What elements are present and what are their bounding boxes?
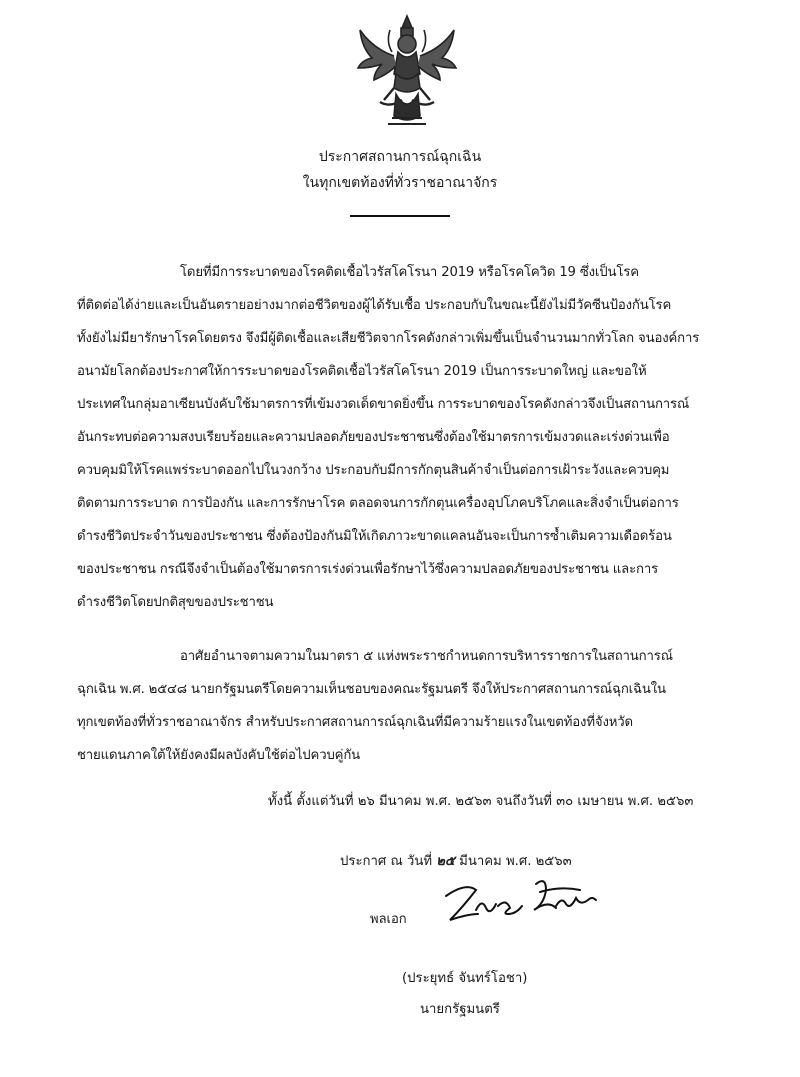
paragraph1-line: ควบคุมมิให้โรคแพร่ระบาดออกไปในวงกว้าง ประกอบกับมีการกักตุนสินค้าจำเป็นต่อการเฝ้าระวังและควบคุม — [77, 463, 670, 478]
paragraph2-line: ชายแดนภาคใต้ให้ยังคงมีผลบังคับใช้ต่อไปควบคู่กัน — [77, 748, 361, 763]
paragraph1-line: โดยที่มีการระบาดของโรคติดเชื้อไวรัสโคโรนา 2019 หรือโรคโควิด 19 ซึ่งเป็นโรค — [180, 265, 639, 280]
paragraph2-line: อาศัยอำนาจตามความในมาตรา ๕ แห่งพระราชกำหนดการบริหารราชการในสถานการณ์ — [180, 649, 673, 664]
paragraph1-line: ทั้งยังไม่มียารักษาโรคโดยตรง จึงมีผู้ติดเชื้อและเสียชีวิตจากโรคดังกล่าวเพิ่มขึ้นเป็นจำนวนมากทั่วโลก จนองค์การ — [77, 331, 700, 346]
paragraph1-line: อนามัยโลกต้องประกาศให้การระบาดของโรคติดเชื้อไวรัสโคโรนา 2019 เป็นการระบาดใหญ่ และขอให้ — [77, 364, 647, 379]
paragraph2-line: ฉุกเฉิน พ.ศ. ๒๕๔๘ นายกรัฐมนตรีโดยความเห็นชอบของคณะรัฐมนตรี จึงให้ประกาศสถานการณ์ฉุกเฉินใน — [77, 682, 666, 697]
paragraph1-line: ดำรงชีวิตโดยปกติสุขของประชาชน — [77, 595, 274, 610]
announcement-title: ประกาศสถานการณ์ฉุกเฉิน — [318, 149, 482, 165]
paragraph1-line: ดำรงชีวิตประจำวันของประชาชน ซึ่งต้องป้องกันมิให้เกิดภาวะขาดแคลนอันจะเป็นการซ้ำเติมความเดือดร้อน — [77, 529, 672, 544]
announced-prefix: ประกาศ ณ วันที่ — [340, 854, 433, 869]
announcement-subtitle: ในทุกเขตท้องที่ทั่วราชอาณาจักร — [302, 175, 498, 191]
paragraph2-line: ทุกเขตท้องที่ทั่วราชอาณาจักร สำหรับประกาศสถานการณ์ฉุกเฉินที่มีความร้ายแรงในเขตท้องที่จังหวัด — [77, 715, 633, 730]
paragraph1-line: ของประชาชน กรณีจึงจำเป็นต้องใช้มาตรการเร่งด่วนเพื่อรักษาไว้ซึ่งความปลอดภัยของประชาชน และการ — [77, 562, 659, 577]
paragraph1-line: อันกระทบต่อความสงบเรียบร้อยและความปลอดภัยของประชาชนซึ่งต้องใช้มาตรการเข้มงวดและเร่งด่วนเพื่อ — [77, 430, 670, 445]
announced-day-handwritten: ๒๕ — [436, 854, 455, 869]
signer-position: นายกรัฐมนตรี — [420, 1002, 500, 1017]
announced-suffix: มีนาคม พ.ศ. ๒๕๖๓ — [459, 854, 572, 869]
paragraph1-line: ติดตามการระบาด การป้องกัน และการรักษาโรค ตลอดจนการกักตุนเครื่องอุปโภคบริโภคและสิ่งจำเป็นต่อการ — [77, 496, 679, 511]
title-divider — [350, 215, 450, 217]
paragraph1-line: ประเทศในกลุ่มอาเซียนบังคับใช้มาตรการที่เข้มงวดเด็ดขาดยิ่งขึ้น การระบาดของโรคดังกล่าวจึงเป็นสถานการณ์ — [77, 397, 690, 412]
signer-name: (ประยุทธ์ จันทร์โอชา) — [402, 971, 528, 986]
garuda-emblem-icon — [352, 12, 462, 132]
signer-rank: พลเอก — [370, 912, 407, 927]
paragraph1-line: ที่ติดต่อได้ง่ายและเป็นอันตรายอย่างมากต่อชีวิตของผู้ได้รับเชื้อ ประกอบกับในขณะนี้ยังไม่มีวัคซีนป้องกันโรค — [77, 298, 672, 313]
effective-date-range: ทั้งนี้ ตั้งแต่วันที่ ๒๖ มีนาคม พ.ศ. ๒๕๖๓ จนถึงวันที่ ๓๐ เมษายน พ.ศ. ๒๕๖๓ — [268, 794, 694, 809]
signature-icon — [440, 872, 600, 934]
announcement-date — [340, 850, 572, 871]
